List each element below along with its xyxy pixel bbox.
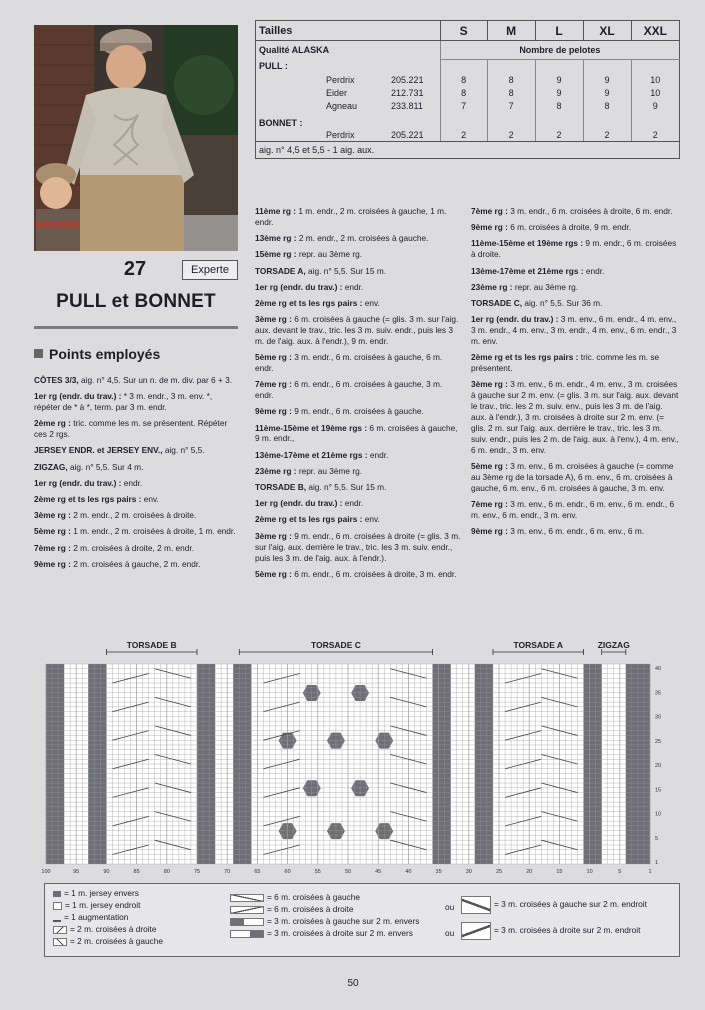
instruction-label: 1er rg (endr. du trav.) : (255, 281, 343, 292)
stitch-number: 70 (224, 869, 231, 875)
instruction-label: 9ème rg : (471, 222, 508, 233)
instruction-paragraph (471, 314, 679, 347)
legend-item-cross2-right: = 2 m. croisées à droite (53, 924, 156, 934)
section-label: ZIGZAG (597, 640, 630, 650)
instruction-text: tric. comme les m. se présentent. Répéter ces 2 rgs. (34, 418, 228, 440)
yarn-row: Agneau 233.811 (256, 99, 441, 112)
legend-item-cross2-left: = 2 m. croisées à gauche (53, 936, 163, 946)
cross3-left-knit-icon (461, 896, 491, 914)
instruction-label: TORSADE C, (471, 297, 523, 308)
size-header: XL (583, 21, 631, 41)
instruction-label: 5ème rg : (255, 568, 292, 579)
instruction-label: 2ème rg : (34, 418, 71, 429)
row-number: 40 (655, 666, 662, 672)
legend-item-knit: = 1 m. jersey endroit (53, 900, 140, 910)
yarn-row: Perdrix 205.221 (256, 73, 441, 86)
instruction-text: env. (141, 494, 159, 505)
stitch-number: 100 (41, 869, 51, 875)
sizes-header-label: Tailles (256, 21, 441, 41)
yarn-row: Perdrix 205.221 (256, 128, 441, 142)
instruction-label: 7ème rg : (471, 498, 508, 509)
instruction-label: 2ème rg et ts les rgs pairs : (255, 514, 363, 525)
instruction-paragraph (255, 352, 461, 374)
instruction-text: 3 m. env., 6 m. endr., 6 m. env., 6 m. endr., 6 m. env., 6 m. endr., 3 m. env. (471, 498, 675, 520)
instruction-paragraph (255, 314, 461, 347)
instruction-paragraph (471, 222, 679, 233)
stitch-number: 55 (314, 869, 321, 875)
instruction-label: ZIGZAG, (34, 461, 68, 472)
instruction-label: 7ème rg : (255, 379, 292, 390)
needles-note: aig. n° 4,5 et 5,5 - 1 aig. aux. (256, 142, 680, 159)
instruction-text: 6 m. croisées à droite, 9 m. endr. (507, 222, 632, 233)
instruction-paragraph (34, 494, 240, 505)
legend-item-cross6-right: = 6 m. croisées à droite (230, 904, 353, 914)
instruction-paragraph (255, 249, 461, 260)
quality-label: Qualité ALASKA (256, 41, 441, 60)
instruction-paragraph (34, 445, 240, 456)
instruction-text: tric. comme les m. se présentent. (471, 352, 660, 374)
instruction-label: 5ème rg : (471, 460, 508, 471)
instruction-paragraph (471, 206, 679, 217)
stitch-number: 50 (344, 869, 352, 875)
instruction-paragraph (255, 531, 461, 564)
stitch-number: 75 (193, 869, 201, 875)
instruction-text: 1 m. endr., 2 m. croisées à gauche, 1 m. endr. (255, 206, 447, 227)
balls-label: Nombre de pelotes (440, 41, 679, 60)
instructions-column-3 (471, 206, 679, 542)
instruction-label: 9ème rg : (471, 526, 508, 537)
cross-right-icon (53, 926, 67, 934)
instruction-text: aig. n° 5,5. (162, 445, 205, 456)
level-badge: Experte (182, 260, 238, 280)
legend-item-cross3r-purl: = 3 m. croisées à droite sur 2 m. envers (230, 928, 413, 938)
stitch-number: 80 (163, 869, 170, 875)
instruction-label: 2ème rg et ts les rgs pairs : (471, 352, 579, 363)
instruction-text: * 3 m. endr., 3 m. env. *, répéter de * à *, term. par 3 m. endr. (34, 391, 213, 413)
row-number: 10 (655, 811, 662, 818)
instruction-label: 23ème rg : (255, 465, 297, 476)
instruction-text: 2 m. croisées à gauche, 2 m. endr. (70, 558, 201, 569)
instruction-text: aig. n° 5,5. Sur 15 m. (305, 265, 387, 276)
instruction-label: 11ème rg : (255, 206, 297, 216)
section-label: TORSADE A (513, 640, 564, 650)
instruction-label: 1er rg (endr. du trav.) : (471, 314, 559, 325)
row-number: 20 (655, 763, 662, 769)
instruction-paragraph (471, 461, 679, 494)
instruction-label: 11ème-15ème et 19ème rgs : (255, 422, 368, 433)
instruction-text: 3 m. env., 6 m. endr., 6 m. env., 6 m. (507, 526, 645, 537)
stitch-number: 45 (375, 869, 382, 875)
purl-symbol-icon (53, 891, 61, 897)
stitch-number: 20 (526, 869, 533, 875)
instruction-paragraph (471, 379, 679, 455)
instruction-label: TORSADE A, (255, 265, 306, 276)
instruction-label: 15ème rg : (255, 249, 297, 260)
pattern-title: PULL et BONNET (56, 291, 216, 312)
legend-or: ou (445, 928, 455, 938)
instruction-label: TORSADE B, (255, 482, 307, 493)
instruction-text: 3 m. endr., 6 m. croisées à gauche, 6 m. endr. (255, 352, 443, 374)
instruction-paragraph (471, 352, 679, 374)
legend-or: ou (445, 902, 455, 912)
row-number: 1 (655, 860, 659, 866)
instructions-column-1 (34, 375, 240, 575)
stitch-number: 65 (254, 869, 261, 875)
instruction-label: 1er rg (endr. du trav.) : (34, 391, 122, 402)
instruction-paragraph (34, 478, 240, 489)
instruction-text: 9 m. endr., 6 m. croisées à gauche. (291, 406, 424, 417)
knitting-chart (41, 636, 662, 876)
row-number: 5 (655, 835, 659, 842)
stitch-number: 10 (586, 869, 593, 875)
instruction-paragraph (255, 466, 461, 477)
instruction-paragraph (255, 406, 461, 417)
instruction-paragraph (34, 559, 240, 570)
cross3-right-purl-icon (230, 930, 264, 938)
stitch-number: 5 (618, 869, 622, 875)
group-label: PULL : (256, 59, 441, 73)
instruction-paragraph (34, 526, 240, 537)
instruction-text: 3 m. endr., 6 m. croisées à droite, 6 m. endr. (507, 206, 673, 216)
instruction-label: 7ème rg : (471, 206, 508, 216)
instructions-column-2 (255, 206, 461, 585)
square-bullet-icon (34, 349, 43, 358)
cross6-right-icon (230, 906, 264, 914)
instruction-text: aig. n° 5,5. Sur 36 m. (522, 297, 603, 308)
instruction-text: endr. (367, 449, 389, 460)
instruction-label: 1er rg (endr. du trav.) : (34, 477, 122, 488)
instruction-text: 2 m. croisées à droite, 2 m. endr. (70, 542, 195, 553)
instruction-paragraph (34, 375, 240, 386)
legend-item-cross6-left: = 6 m. croisées à gauche (230, 892, 360, 902)
group-label: BONNET : (256, 112, 441, 128)
cross-left-icon (53, 938, 67, 946)
instruction-text: endr. (342, 281, 364, 292)
instruction-paragraph (471, 238, 679, 260)
instruction-paragraph (255, 450, 461, 461)
size-header: M (487, 21, 535, 41)
instruction-text: env. (362, 514, 380, 525)
instruction-label: 9ème rg : (34, 558, 71, 569)
stitch-number: 35 (435, 869, 442, 875)
instruction-label: 1er rg (endr. du trav.) : (255, 498, 343, 509)
instruction-label: 2ème rg et ts les rgs pairs : (34, 494, 142, 505)
instruction-paragraph (255, 282, 461, 293)
stitch-number: 1 (648, 869, 652, 875)
instruction-paragraph (255, 423, 461, 445)
model-photo (34, 25, 238, 251)
instruction-label: CÔTES 3/3, (34, 375, 79, 385)
yarn-row: Eider 212.731 (256, 86, 441, 99)
instruction-text: 2 m. endr., 2 m. croisées à gauche. (296, 233, 429, 244)
knit-symbol-icon (53, 902, 62, 910)
size-header: L (535, 21, 583, 41)
instruction-text: aig. n° 5,5. Sur 4 m. (67, 461, 144, 472)
instruction-text: repr. au 3ème rg. (296, 249, 363, 260)
increase-symbol-icon (53, 914, 61, 922)
instruction-label: 3ème rg : (255, 530, 292, 541)
instruction-paragraph (34, 418, 240, 440)
instruction-label: 11ème-15ème et 19ème rgs : (471, 238, 584, 249)
cross3-left-purl-icon (230, 918, 264, 926)
stitch-number: 40 (405, 869, 412, 875)
instruction-paragraph (471, 499, 679, 521)
instruction-label: 9ème rg : (255, 406, 292, 417)
legend-item-cross3l-knit: = 3 m. croisées à gauche sur 2 m. endroit (461, 896, 647, 914)
instruction-text: env. (362, 297, 380, 308)
chart-legend (44, 883, 680, 957)
instruction-label: 3ème rg : (471, 379, 508, 390)
stitch-number: 85 (133, 869, 140, 875)
instruction-label: 13ème-17ème et 21ème rgs : (255, 449, 368, 460)
row-number: 25 (655, 738, 662, 745)
instruction-paragraph (255, 233, 461, 244)
row-number: 15 (655, 787, 662, 794)
instruction-text: 9 m. endr., 6 m. croisées à droite (= glis. 3 m. sur l'aig. aux. derrière le trav., tric. les 3 m. suiv. endr., puis les 3 m. de l'aig. aux. à l'endr.). (255, 530, 461, 563)
instruction-paragraph (34, 391, 240, 413)
instruction-label: 13ème-17ème et 21ème rgs : (471, 265, 584, 276)
legend-item-increase: = 1 augmentation (53, 912, 128, 922)
instruction-label: 2ème rg et ts les rgs pairs : (255, 297, 363, 308)
legend-item-purl: = 1 m. jersey envers (53, 888, 139, 898)
section-label: TORSADE B (126, 640, 177, 650)
instruction-paragraph (255, 379, 461, 401)
instruction-label: 23ème rg : (471, 281, 513, 292)
instruction-text: 3 m. env., 6 m. endr., 4 m. env., 3 m. croisées à gauche sur 2 m. env. (= glis. 3 m. sur l'aig. aux. devant le trav., tric. les 2 m. suiv. env., puis les 3 m. de l'aig. aux. à l'endr.), 3 m. croisées à droite sur 2 m. env. (= glis. 2 m. sur l'aig. aux. derrière le trav., tric. les 3 m. suiv. endr., puis les 2 m. de l'aig. aux. à l'env.), 4 m. env., 6 m. endr., 3 m. env. (471, 379, 679, 455)
page-number: 50 (347, 978, 359, 989)
instruction-text: 3 m. env., 6 m. croisées à gauche (= comme au 3ème rg de la torsade A), 6 m. env., 6 m. croisées à gauche, 6 m. env., 6 m. croisées à gauche, 3 m. env. (471, 460, 674, 493)
stitch-number: 30 (465, 869, 472, 875)
instruction-paragraph (34, 543, 240, 554)
cross3-right-knit-icon (461, 922, 491, 940)
instruction-text: repr. au 3ème rg. (512, 281, 579, 292)
sizes-table: Tailles S M L XL XXL Qualité ALASKA Nombre de pelotes PULL : Perdrix 205.221 8 8 9 9 10 Eider 212.731 8 8 9 9 10 Agneau 233.811 7 7 8 8 9 BONNET : Perdrix 205.221 2 2 2 2 2 aig. n° 4,5 et 5,5 - 1 aig. aux. (255, 20, 680, 174)
instruction-paragraph (34, 510, 240, 521)
instruction-paragraph (34, 462, 240, 473)
instruction-text: 1 m. endr., 2 m. croisées à droite, 1 m. endr. (70, 526, 236, 537)
instruction-paragraph (255, 298, 461, 309)
instruction-paragraph (471, 298, 679, 309)
instruction-text: endr. (121, 477, 143, 488)
stitch-number: 25 (495, 869, 503, 875)
instruction-paragraph (255, 514, 461, 525)
instruction-label: 5ème rg : (255, 352, 292, 363)
instruction-text: 6 m. endr., 6 m. croisées à droite, 3 m. endr. (291, 568, 457, 579)
stitch-number: 95 (73, 869, 80, 875)
instruction-paragraph (255, 569, 461, 580)
instruction-paragraph (471, 282, 679, 293)
instruction-label: 7ème rg : (34, 542, 71, 553)
instruction-text: 6 m. croisées à gauche (= glis. 3 m. sur l'aig. aux. devant le trav., tric. les 3 m. suiv. endr., puis les 3 m. de l'aig. aux. à l'endr.), 9 m. endr. (255, 314, 459, 346)
section-label: TORSADE C (310, 640, 361, 650)
instruction-label: 3ème rg : (255, 314, 292, 325)
row-number: 35 (655, 690, 662, 697)
instruction-paragraph (255, 498, 461, 509)
instruction-text: 6 m. croisées à gauche, 9 m. endr., (255, 422, 458, 444)
instruction-text: 2 m. endr., 2 m. croisées à droite. (70, 510, 197, 521)
instruction-text: aig. n° 4,5. Sur un n. de m. div. par 6 + 3. (78, 375, 233, 385)
instruction-label: JERSEY ENDR. et JERSEY ENV., (34, 445, 163, 456)
instruction-paragraph (255, 266, 461, 277)
size-header: XXL (631, 21, 679, 41)
section-heading-text: Points employés (49, 346, 161, 362)
stitch-number: 15 (556, 869, 563, 875)
stitch-number: 60 (284, 869, 291, 875)
instruction-text: 9 m. endr., 6 m. croisées à droite. (471, 238, 677, 260)
instruction-label: 3ème rg : (34, 510, 71, 521)
section-heading (34, 346, 160, 362)
instruction-paragraph (471, 266, 679, 277)
instruction-paragraph (255, 206, 461, 228)
instruction-text: endr. (342, 498, 364, 509)
instruction-text: repr. au 3ème rg. (296, 465, 363, 476)
cross6-left-icon (230, 894, 264, 902)
instruction-label: 13ème rg : (255, 233, 297, 244)
instruction-paragraph (255, 482, 461, 493)
row-number: 30 (655, 714, 662, 721)
instruction-label: 5ème rg : (34, 526, 71, 537)
pattern-number: 27 (123, 258, 147, 280)
instruction-text: 3 m. env., 6 m. endr., 4 m. env., 3 m. endr., 4 m. env., 3 m. endr., 4 m. env., 6 m. endr., 3 m. env. (471, 314, 677, 346)
legend-item-cross3r-knit: = 3 m. croisées à droite sur 2 m. endroit (461, 922, 640, 940)
instruction-text: 6 m. endr., 6 m. croisées à gauche, 3 m. endr. (255, 379, 443, 401)
stitch-number: 90 (103, 869, 110, 875)
instruction-paragraph (471, 526, 679, 537)
instruction-text: endr. (583, 265, 605, 276)
size-header: S (440, 21, 487, 41)
instruction-text: aig. n° 5,5. Sur 15 m. (306, 482, 387, 493)
title-divider (34, 326, 238, 329)
legend-item-cross3l-purl: = 3 m. croisées à gauche sur 2 m. envers (230, 916, 419, 926)
